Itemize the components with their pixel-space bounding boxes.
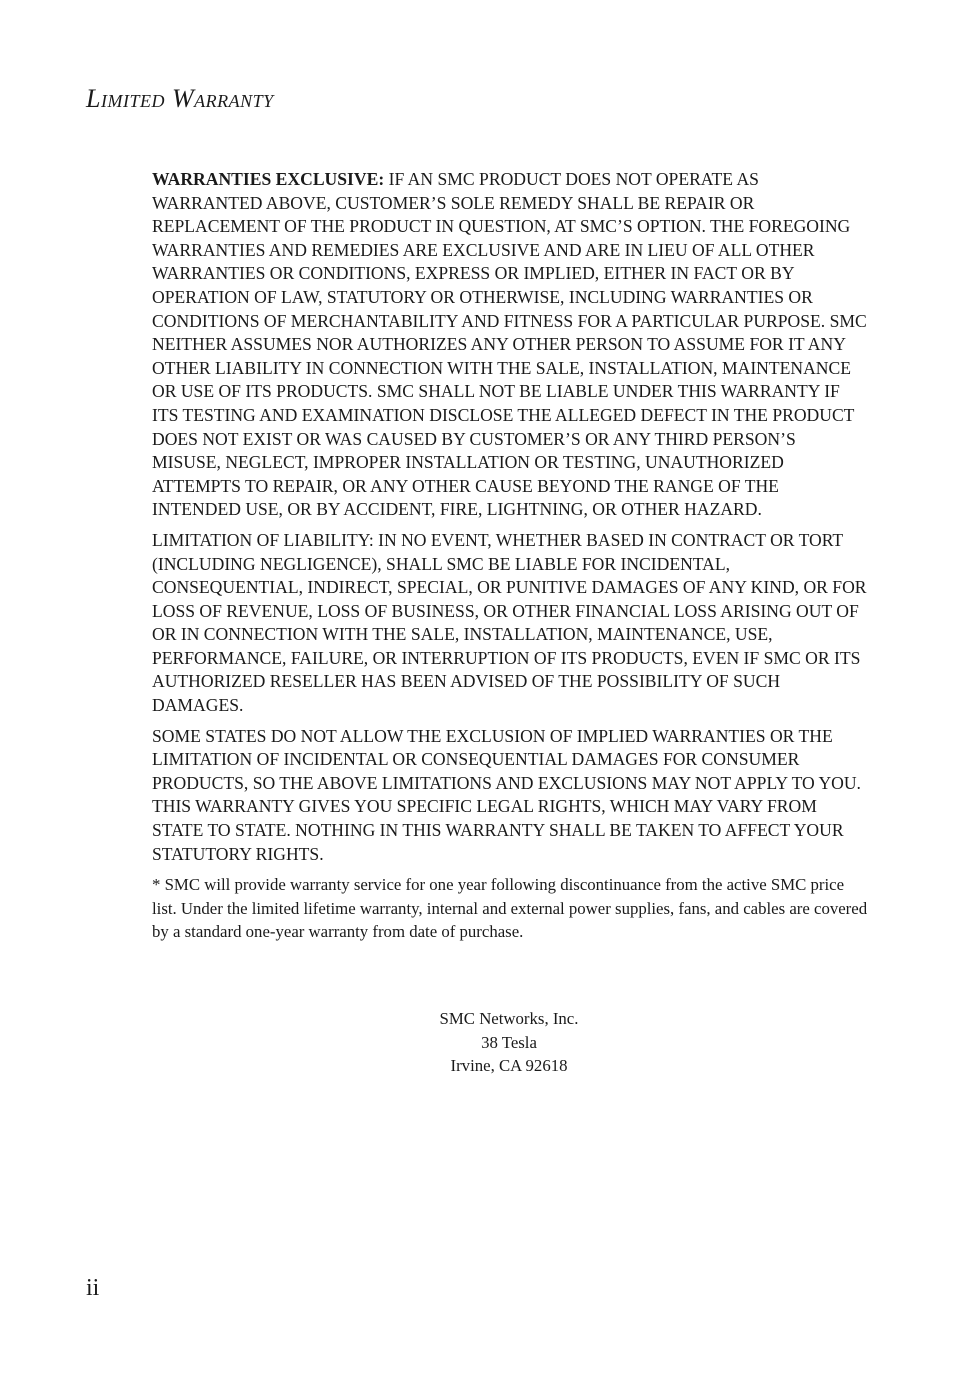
limitation-of-liability-paragraph: LIMITATION OF LIABILITY: IN NO EVENT, WHETHER BASED IN CONTRACT OR TORT (INCLUDING NEGLIGENCE), SHALL SMC BE LIABLE FOR INCIDENTAL, CONSEQUENTIAL, INDIRECT, SPECIAL, OR PUNITIVE DAMAGES OF ANY KIND, OR FOR LOSS OF REVENUE, LOSS OF BUSINESS, OR OTHER FINANCIAL LOSS ARISING OUT OF OR IN CONNECTION WITH THE SALE, INSTALLATION, MAINTENANCE, USE, PERFORMANCE, FAILURE, OR INTERRUPTION OF ITS PRODUCTS, EVEN IF SMC OR ITS AUTHORIZED RESELLER HAS BEEN ADVISED OF THE POSSIBILITY OF SUCH DAMAGES. bbox=[152, 529, 867, 716]
warranties-exclusive-paragraph bbox=[152, 168, 868, 522]
warranty-body bbox=[152, 168, 868, 944]
footnote-paragraph: * SMC will provide warranty service for one year following discontinuance from the active SMC price list. Under the limited lifetime warranty, internal and external power supplies, fans, and cables are covered by a standard one-year warranty from date of purchase. bbox=[152, 875, 868, 942]
warranties-exclusive-lead: WARRANTIES EXCLUSIVE: bbox=[152, 169, 385, 189]
company-name: SMC Networks, Inc. bbox=[439, 1009, 579, 1028]
warranties-exclusive-text: IF AN SMC PRODUCT DOES NOT OPERATE AS WARRANTED ABOVE, CUSTOMER’S SOLE REMEDY SHALL BE REPAIR OR REPLACEMENT OF THE PRODUCT IN QUESTION, AT SMC’S OPTION. THE FOREGOING WARRANTIES AND REMEDIES ARE EXCLUSIVE AND ARE IN LIEU OF ALL OTHER WARRANTIES OR CONDITIONS, EXPRESS OR IMPLIED, EITHER IN FACT OR BY OPERATION OF LAW, STATUTORY OR OTHERWISE, INCLUDING WARRANTIES OR CONDITIONS OF MERCHANTABILITY AND FITNESS FOR A PARTICULAR PURPOSE. SMC NEITHER ASSUMES NOR AUTHORIZES ANY OTHER PERSON TO ASSUME FOR IT ANY OTHER LIABILITY IN CONNECTION WITH THE SALE, INSTALLATION, MAINTENANCE OR USE OF ITS PRODUCTS. SMC SHALL NOT BE LIABLE UNDER THIS WARRANTY IF ITS TESTING AND EXAMINATION DISCLOSE THE ALLEGED DEFECT IN THE PRODUCT DOES NOT EXIST OR WAS CAUSED BY CUSTOMER’S OR ANY THIRD PERSON’S MISUSE, NEGLECT, IMPROPER INSTALLATION OR TESTING, UNAUTHORIZED ATTEMPTS TO REPAIR, OR ANY OTHER CAUSE BEYOND THE RANGE OF THE INTENDED USE, OR BY ACCIDENT, FIRE, LIGHTNING, OR OTHER HAZARD. bbox=[152, 169, 867, 520]
page-number: ii bbox=[86, 1275, 100, 1301]
some-states-paragraph: SOME STATES DO NOT ALLOW THE EXCLUSION OF IMPLIED WARRANTIES OR THE LIMITATION OF INCIDENTAL OR CONSEQUENTIAL DAMAGES FOR CONSUMER PRODUCTS, SO THE ABOVE LIMITATIONS AND EXCLUSIONS MAY NOT APPLY TO YOU. THIS WARRANTY GIVES YOU SPECIFIC LEGAL RIGHTS, WHICH MAY VARY FROM STATE TO STATE. NOTHING IN THIS WARRANTY SHALL BE TAKEN TO AFFECT YOUR STATUTORY RIGHTS. bbox=[152, 725, 861, 864]
city-state-zip: Irvine, CA 92618 bbox=[450, 1056, 568, 1076]
street-address: 38 Tesla bbox=[481, 1032, 537, 1052]
running-header: Limited Warranty bbox=[86, 84, 274, 113]
company-address bbox=[152, 1007, 866, 1078]
